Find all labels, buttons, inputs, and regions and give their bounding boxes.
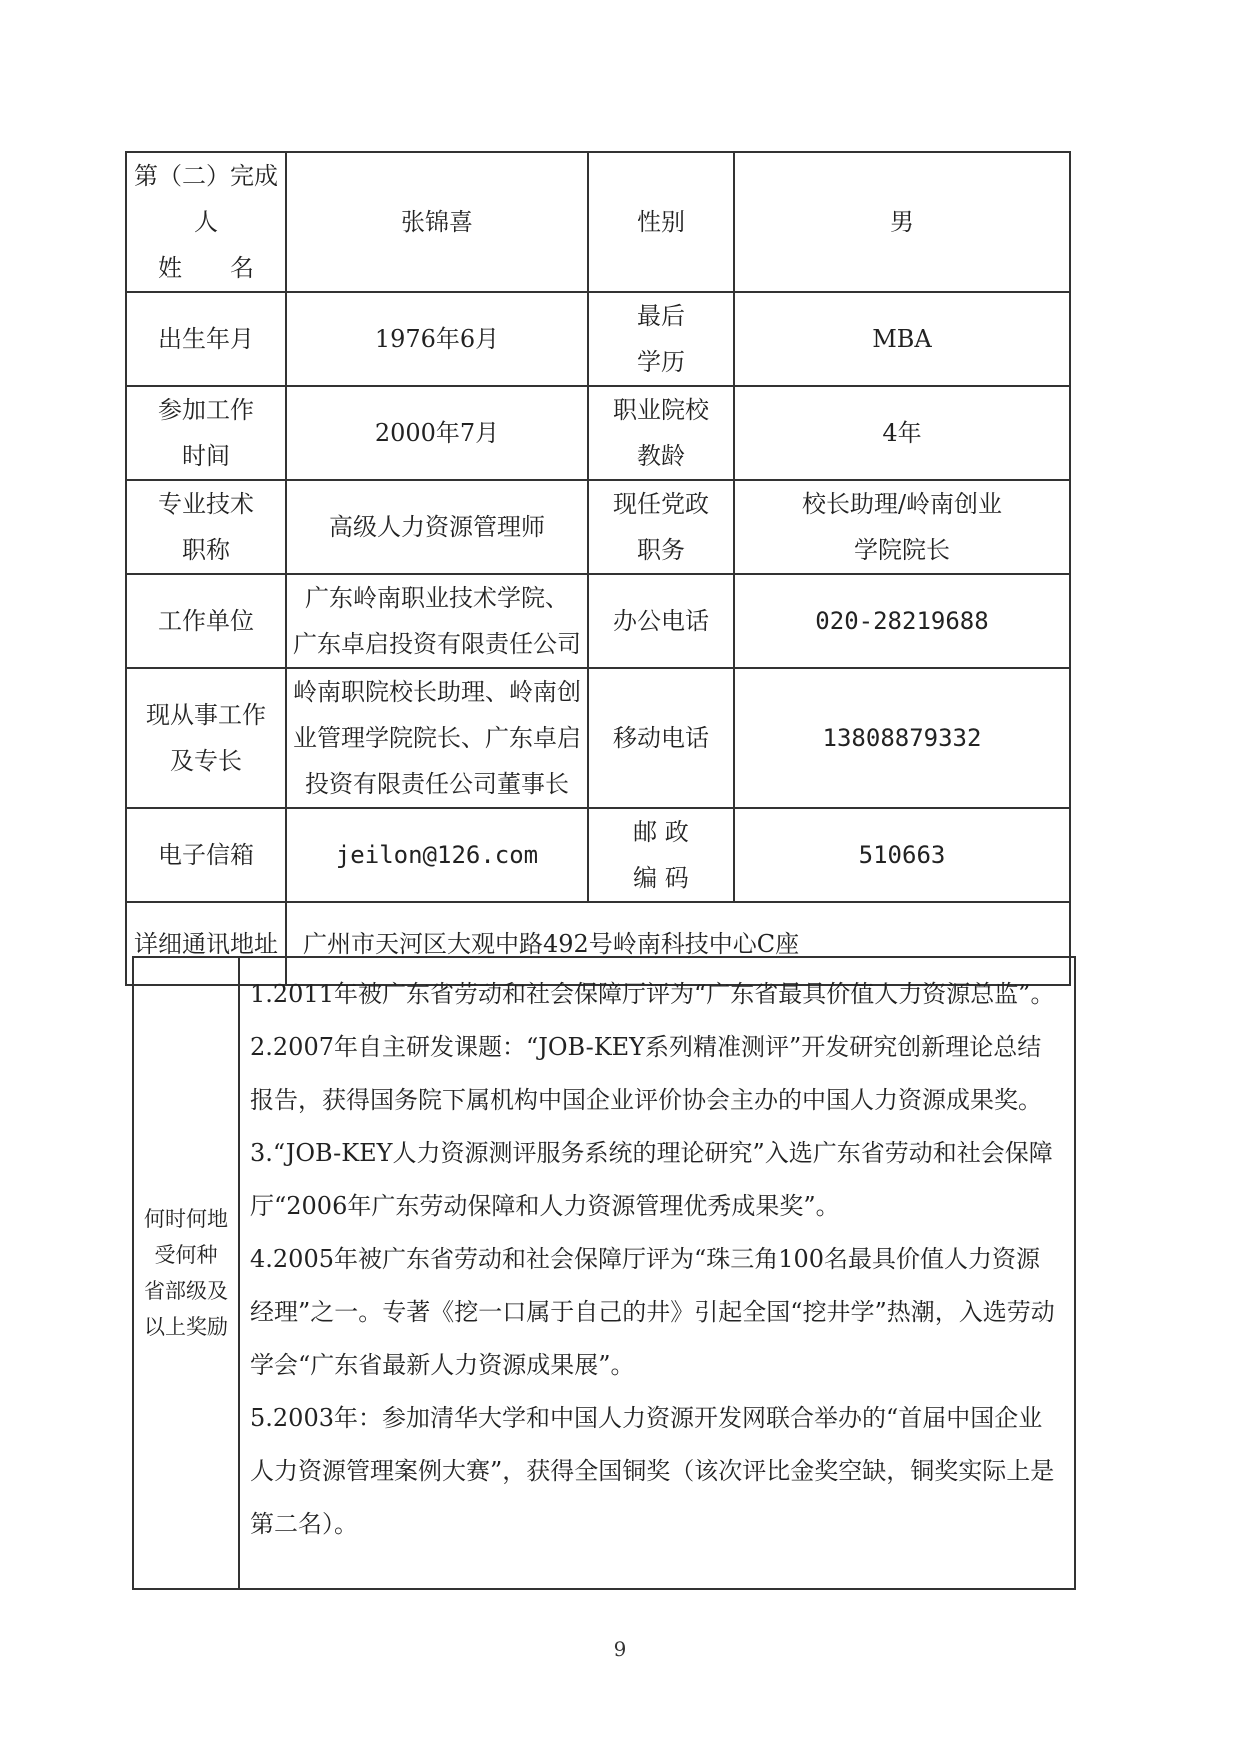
- mobile-value: 13808879332: [734, 668, 1070, 808]
- award-item: 4.2005年被广东省劳动和社会保障厅评为“珠三角100名最具价值人力资源经理”之一。专著《挖一口属于自己的井》引起全国“挖井学”热潮，入选劳动学会“广东省最新人力资源成果展”。: [250, 1245, 1055, 1379]
- page-number: 9: [613, 1637, 627, 1661]
- current-work-label: 现从事工作 及专长: [126, 668, 286, 808]
- gender-label: 性别: [588, 152, 734, 292]
- table-row: [126, 808, 1070, 902]
- table-row: [126, 386, 1070, 480]
- mobile-label: 移动电话: [588, 668, 734, 808]
- address-value: 广州市天河区大观中路492号岭南科技中心C座: [286, 902, 1070, 985]
- name-value: 张锦喜: [286, 152, 588, 292]
- current-work-value: 岭南职院校长助理、岭南创 业管理学院院长、广东卓启 投资有限责任公司董事长: [286, 668, 588, 808]
- education-value: MBA: [734, 292, 1070, 386]
- award-item: 1.2011年被广东省劳动和社会保障厅评为“广东省最具价值人力资源总监”。: [250, 980, 1055, 1008]
- table-row: [126, 480, 1070, 574]
- award-item: 3.“JOB-KEY人力资源测评服务系统的理论研究”入选广东省劳动和社会保障厅“2006年广东劳动保障和人力资源管理优秀成果奖”。: [250, 1139, 1053, 1220]
- table-row: [126, 152, 1070, 292]
- title-value: 高级人力资源管理师: [286, 480, 588, 574]
- employer-label: 工作单位: [126, 574, 286, 668]
- office-phone-value: 020-28219688: [734, 574, 1070, 668]
- label-cell: 第（二）完成人 姓 名: [126, 152, 286, 292]
- teaching-years-label: 职业院校 教龄: [588, 386, 734, 480]
- personal-info-table: [125, 151, 1071, 986]
- position-label: 现任党政 职务: [588, 480, 734, 574]
- address-label: 详细通讯地址: [126, 902, 286, 985]
- awards-content: [239, 957, 1075, 1589]
- awards-label: 何时何地 受何种 省部级及 以上奖励: [133, 957, 239, 1589]
- work-start-label: 参加工作 时间: [126, 386, 286, 480]
- birth-label: 出生年月: [126, 292, 286, 386]
- awards-table: [132, 956, 1076, 1590]
- position-value: 校长助理/岭南创业 学院院长: [734, 480, 1070, 574]
- table-row: [126, 668, 1070, 808]
- award-item: 2.2007年自主研发课题：“JOB-KEY系列精准测评”开发研究创新理论总结报告，获得国务院下属机构中国企业评价协会主办的中国人力资源成果奖。: [250, 1033, 1042, 1114]
- table-row: [126, 292, 1070, 386]
- birth-value: 1976年6月: [286, 292, 588, 386]
- office-phone-label: 办公电话: [588, 574, 734, 668]
- email-label: 电子信箱: [126, 808, 286, 902]
- work-start-value: 2000年7月: [286, 386, 588, 480]
- education-label: 最后 学历: [588, 292, 734, 386]
- teaching-years-value: 4年: [734, 386, 1070, 480]
- table-row: [126, 574, 1070, 668]
- gender-value: 男: [734, 152, 1070, 292]
- email-value: jeilon@126.com: [286, 808, 588, 902]
- postcode-label: 邮 政 编 码: [588, 808, 734, 902]
- award-item: 5.2003年：参加清华大学和中国人力资源开发网联合举办的“首届中国企业人力资源管理案例大赛”，获得全国铜奖（该次评比金奖空缺，铜奖实际上是第二名）。: [250, 1404, 1055, 1538]
- title-label: 专业技术 职称: [126, 480, 286, 574]
- postcode-value: 510663: [734, 808, 1070, 902]
- employer-value: 广东岭南职业技术学院、 广东卓启投资有限责任公司: [286, 574, 588, 668]
